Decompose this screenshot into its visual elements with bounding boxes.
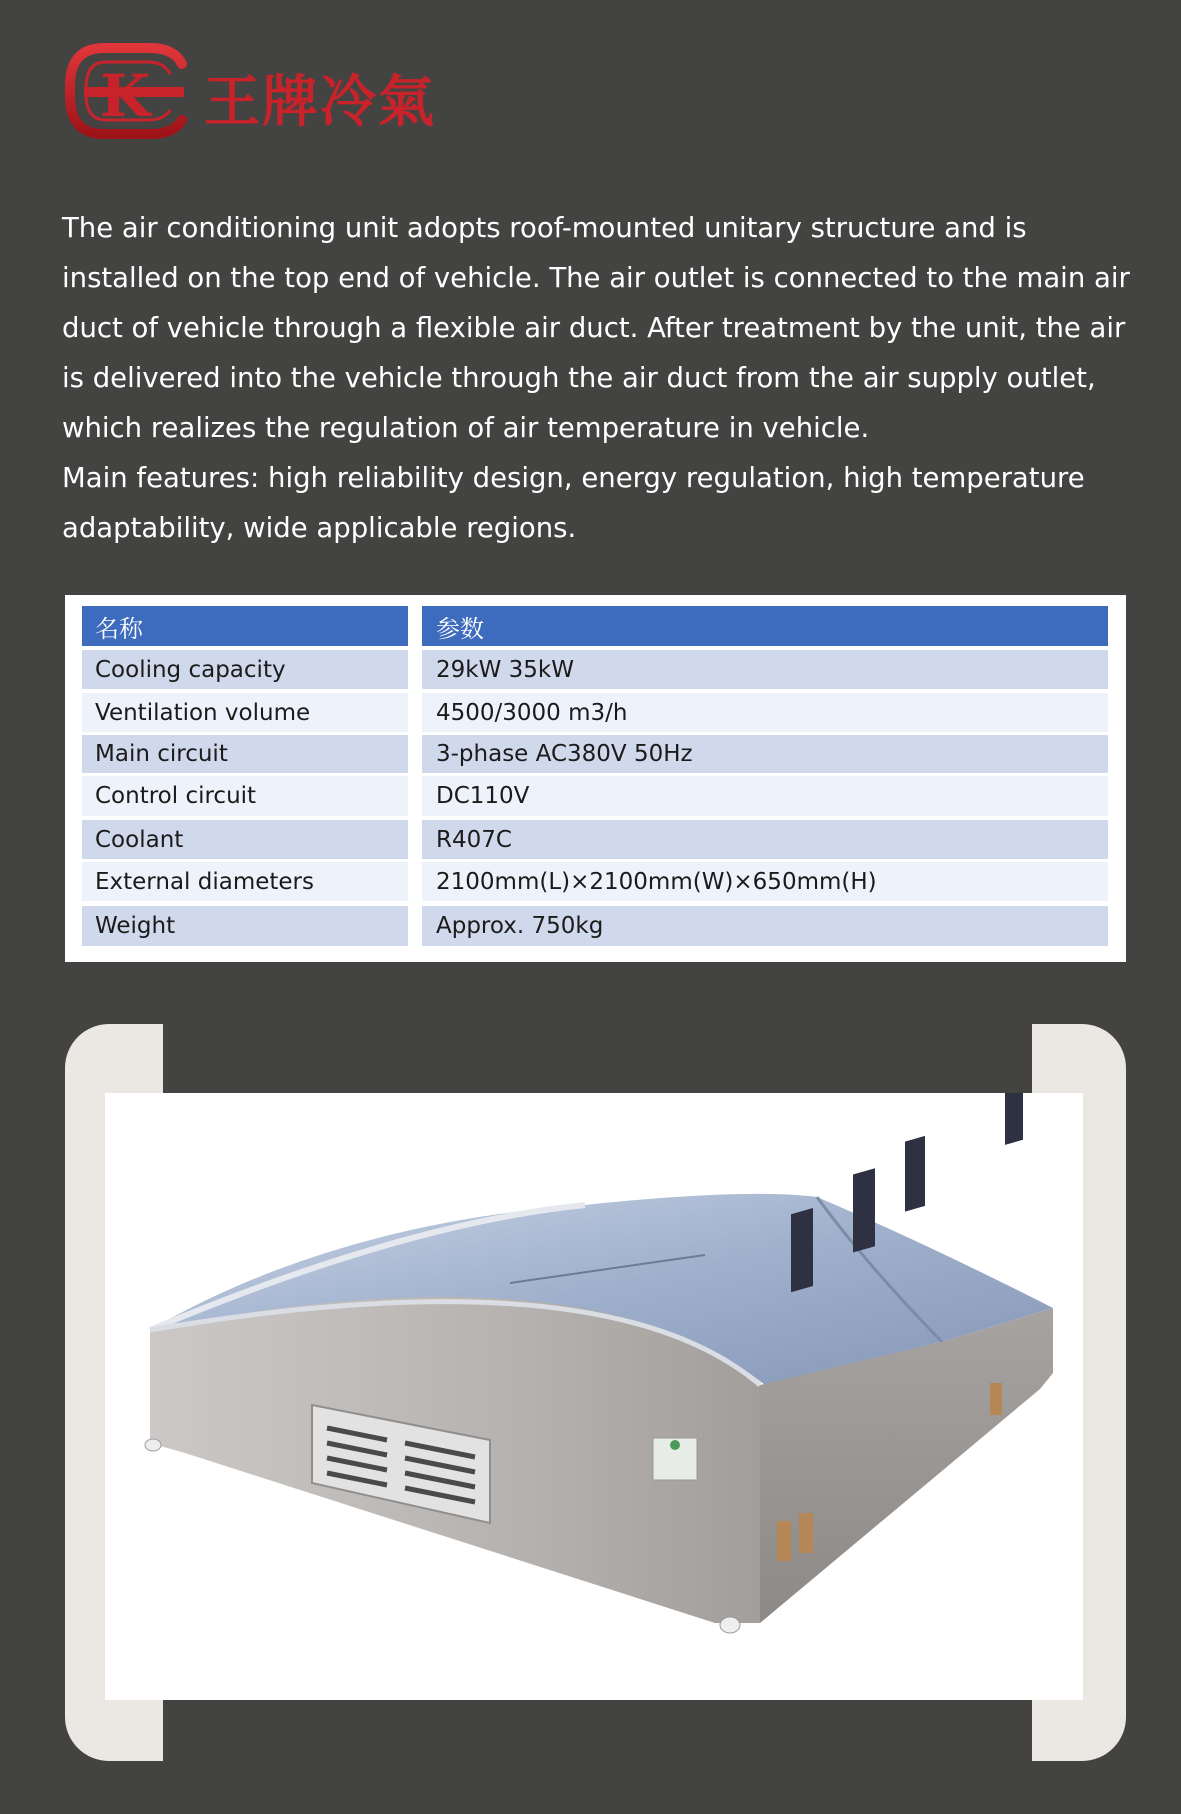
spec-table: [65, 595, 1126, 962]
spec-name: Main circuit: [82, 735, 408, 773]
table-row: [82, 862, 1108, 901]
table-row: [82, 735, 1108, 773]
spec-name: Control circuit: [82, 776, 408, 816]
frame-notch-top: [163, 1024, 1032, 1093]
spec-value: 2100mm(L)×2100mm(W)×650mm(H): [422, 862, 1108, 901]
table-row: [82, 693, 1108, 732]
spec-name: Coolant: [82, 820, 408, 859]
spec-value: 4500/3000 m3/h: [422, 693, 1108, 732]
roof-mounted-ac-unit-icon: [105, 1093, 1083, 1700]
spec-value: 3-phase AC380V 50Hz: [422, 735, 1108, 773]
spec-name: External diameters: [82, 862, 408, 901]
table-row: [82, 906, 1108, 946]
logo-letter: K: [100, 62, 151, 130]
table-row: [82, 820, 1108, 859]
table-row: [82, 650, 1108, 689]
spec-value: R407C: [422, 820, 1108, 859]
spec-value: 29kW 35kW: [422, 650, 1108, 689]
product-description: [62, 203, 1132, 553]
spec-name: Weight: [82, 906, 408, 946]
table-row: [82, 776, 1108, 816]
frame-notch-bottom: [163, 1700, 1032, 1761]
header-value: 参数: [422, 606, 1108, 646]
brand-name: 王牌冷氣: [204, 69, 436, 135]
header-name: 名称: [82, 606, 408, 646]
brand-logo: [64, 40, 444, 150]
spec-table-header: [82, 606, 1108, 646]
spec-name: Cooling capacity: [82, 650, 408, 689]
spec-name: Ventilation volume: [82, 693, 408, 732]
spec-value: Approx. 750kg: [422, 906, 1108, 946]
spec-value: DC110V: [422, 776, 1108, 816]
description-paragraph: The air conditioning unit adopts roof-mounted unitary structure and is installed on the top end of vehicle. The air outlet is connected to the main air duct of vehicle through a flexible air duct. After treatment by the unit, the air is delivered into the vehicle through the air duct from the air supply outlet, which realizes the regulation of air temperature in vehicle.: [62, 212, 1130, 444]
features-paragraph: Main features: high reliability design, energy regulation, high temperature adaptability, wide applicable regions.: [62, 462, 1085, 544]
product-photo: [105, 1093, 1083, 1700]
logo-emblem-icon: [64, 40, 194, 150]
